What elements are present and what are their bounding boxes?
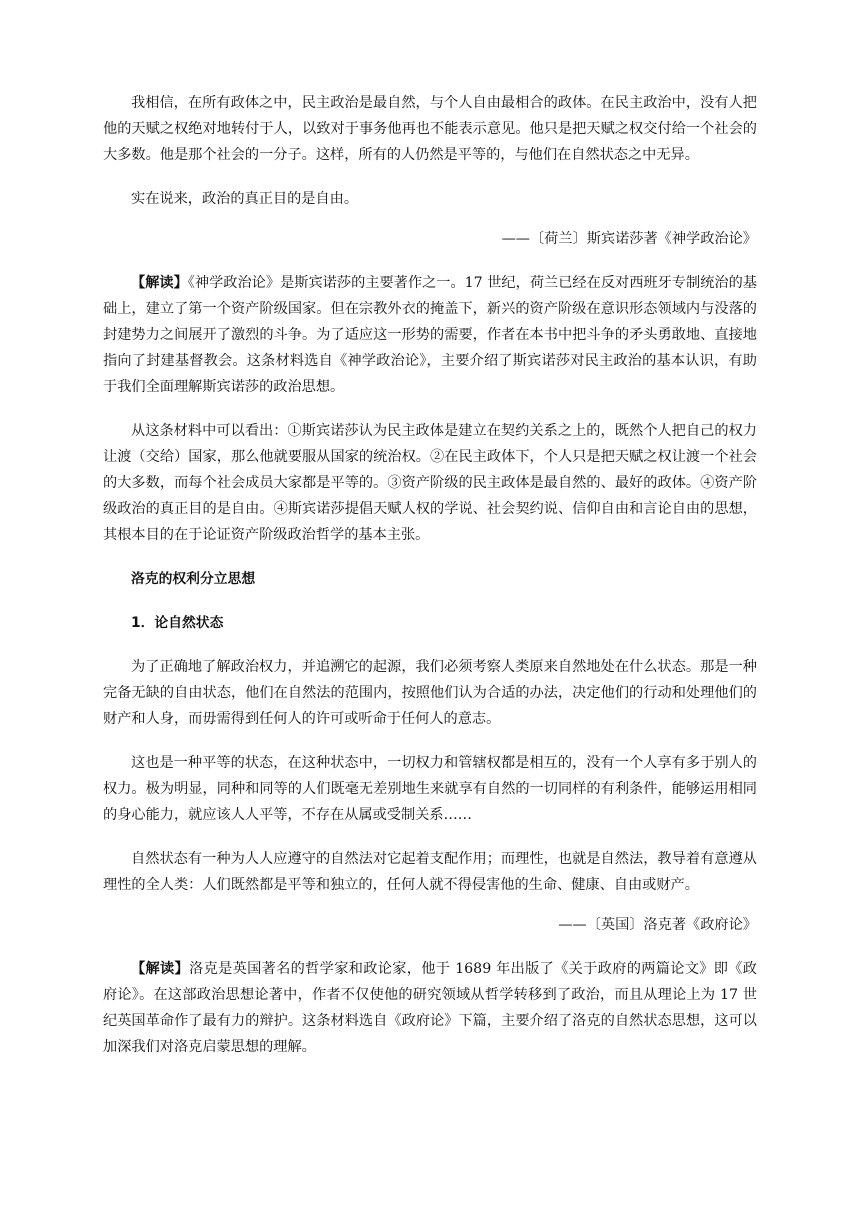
spinoza-quote-paragraph-2: 实在说来，政治的真正目的是自由。 — [131, 191, 359, 207]
spinoza-analysis-paragraph: 从这条材料中可以看出：①斯宾诺莎认为民主政体是建立在契约关系之上的，既然个人把自己的权力让渡（交给）国家，那么他就要服从国家的统治权。②在民主政体下，个人只是把天赋之权让渡一个社会的大多数，而每个社会成员大家都是平等的。③资产阶级的民主政体是最自然的、最好的政体。④资产阶级政治的真正目的是自由。④斯宾诺莎提倡天赋人权的学说、社会契约说、信仰自由和言论自由的思想，其根本目的在于论证资产阶级政治哲学的基本主张。 — [103, 423, 757, 543]
reading-label: 【解读】 — [131, 275, 188, 291]
reading-text: 洛克是英国著名的哲学家和政论家，他于 1689 年出版了《关于政府的两篇论文》即《政府论》。在这部政治思想论著中，作者不仅使他的研究领域从哲学转移到了政治，而且从理论上为 17 世纪英国革命作了最有力的辩护。这条材料选自《政府论》下篇，主要介绍了洛克的自然状态思想，这可以加深我们对洛克启蒙思想的理解。 — [103, 961, 757, 1055]
locke-source-citation: ——〔英国〕洛克著《政府论》 — [558, 917, 757, 933]
reading-label: 【解读】 — [131, 961, 190, 977]
reading-text: 《神学政治论》是斯宾诺莎的主要著作之一。17 世纪，荷兰已经在反对西班牙专制统治的基础上，建立了第一个资产阶级国家。但在宗教外衣的掩盖下，新兴的资产阶级在意识形态领域内与没落的封建势力之间展开了激烈的斗争。为了适应这一形势的需要，作者在本书中把斗争的矛头勇敢地、直接地指向了封建基督教会。这条材料选自《神学政治论》，主要介绍了斯宾诺莎对民主政治的基本认识，有助于我们全面理解斯宾诺莎的政治思想。 — [103, 275, 757, 395]
natural-state-subheading: 1．论自然状态 — [131, 615, 224, 631]
spinoza-reading-paragraph — [103, 270, 757, 400]
locke-reading-paragraph — [103, 956, 757, 1060]
locke-section-heading: 洛克的权利分立思想 — [131, 571, 256, 587]
spinoza-quote-paragraph-1: 我相信，在所有政体之中，民主政治是最自然，与个人自由最相合的政体。在民主政治中，没有人把他的天赋之权绝对地转付于人，以致对于事务他再也不能表示意见。他只是把天赋之权交付给一个社会的大多数。他是那个社会的一分子。这样，所有的人仍然是平等的，与他们在自然状态之中无异。 — [103, 95, 757, 163]
locke-quote-paragraph-2: 这也是一种平等的状态，在这种状态中，一切权力和管辖权都是相互的，没有一个人享有多于别人的权力。极为明显，同种和同等的人们既毫无差别地生来就享有自然的一切同样的有利条件，能够运用相同的身心能力，就应该人人平等，不存在从属或受制关系…… — [103, 755, 757, 823]
locke-quote-paragraph-3: 自然状态有一种为人人应遵守的自然法对它起着支配作用；而理性，也就是自然法，教导着有意遵从理性的全人类：人们既然都是平等和独立的，任何人就不得侵害他的生命、健康、自由或财产。 — [103, 851, 757, 893]
spinoza-source-citation: ——〔荷兰〕斯宾诺莎著《神学政治论》 — [501, 231, 757, 247]
locke-quote-paragraph-1: 为了正确地了解政治权力，并追溯它的起源，我们必须考察人类原来自然地处在什么状态。那是一种完备无缺的自由状态，他们在自然法的范围内，按照他们认为合适的办法，决定他们的行动和处理他们的财产和人身，而毋需得到任何人的许可或听命于任何人的意志。 — [103, 659, 757, 727]
